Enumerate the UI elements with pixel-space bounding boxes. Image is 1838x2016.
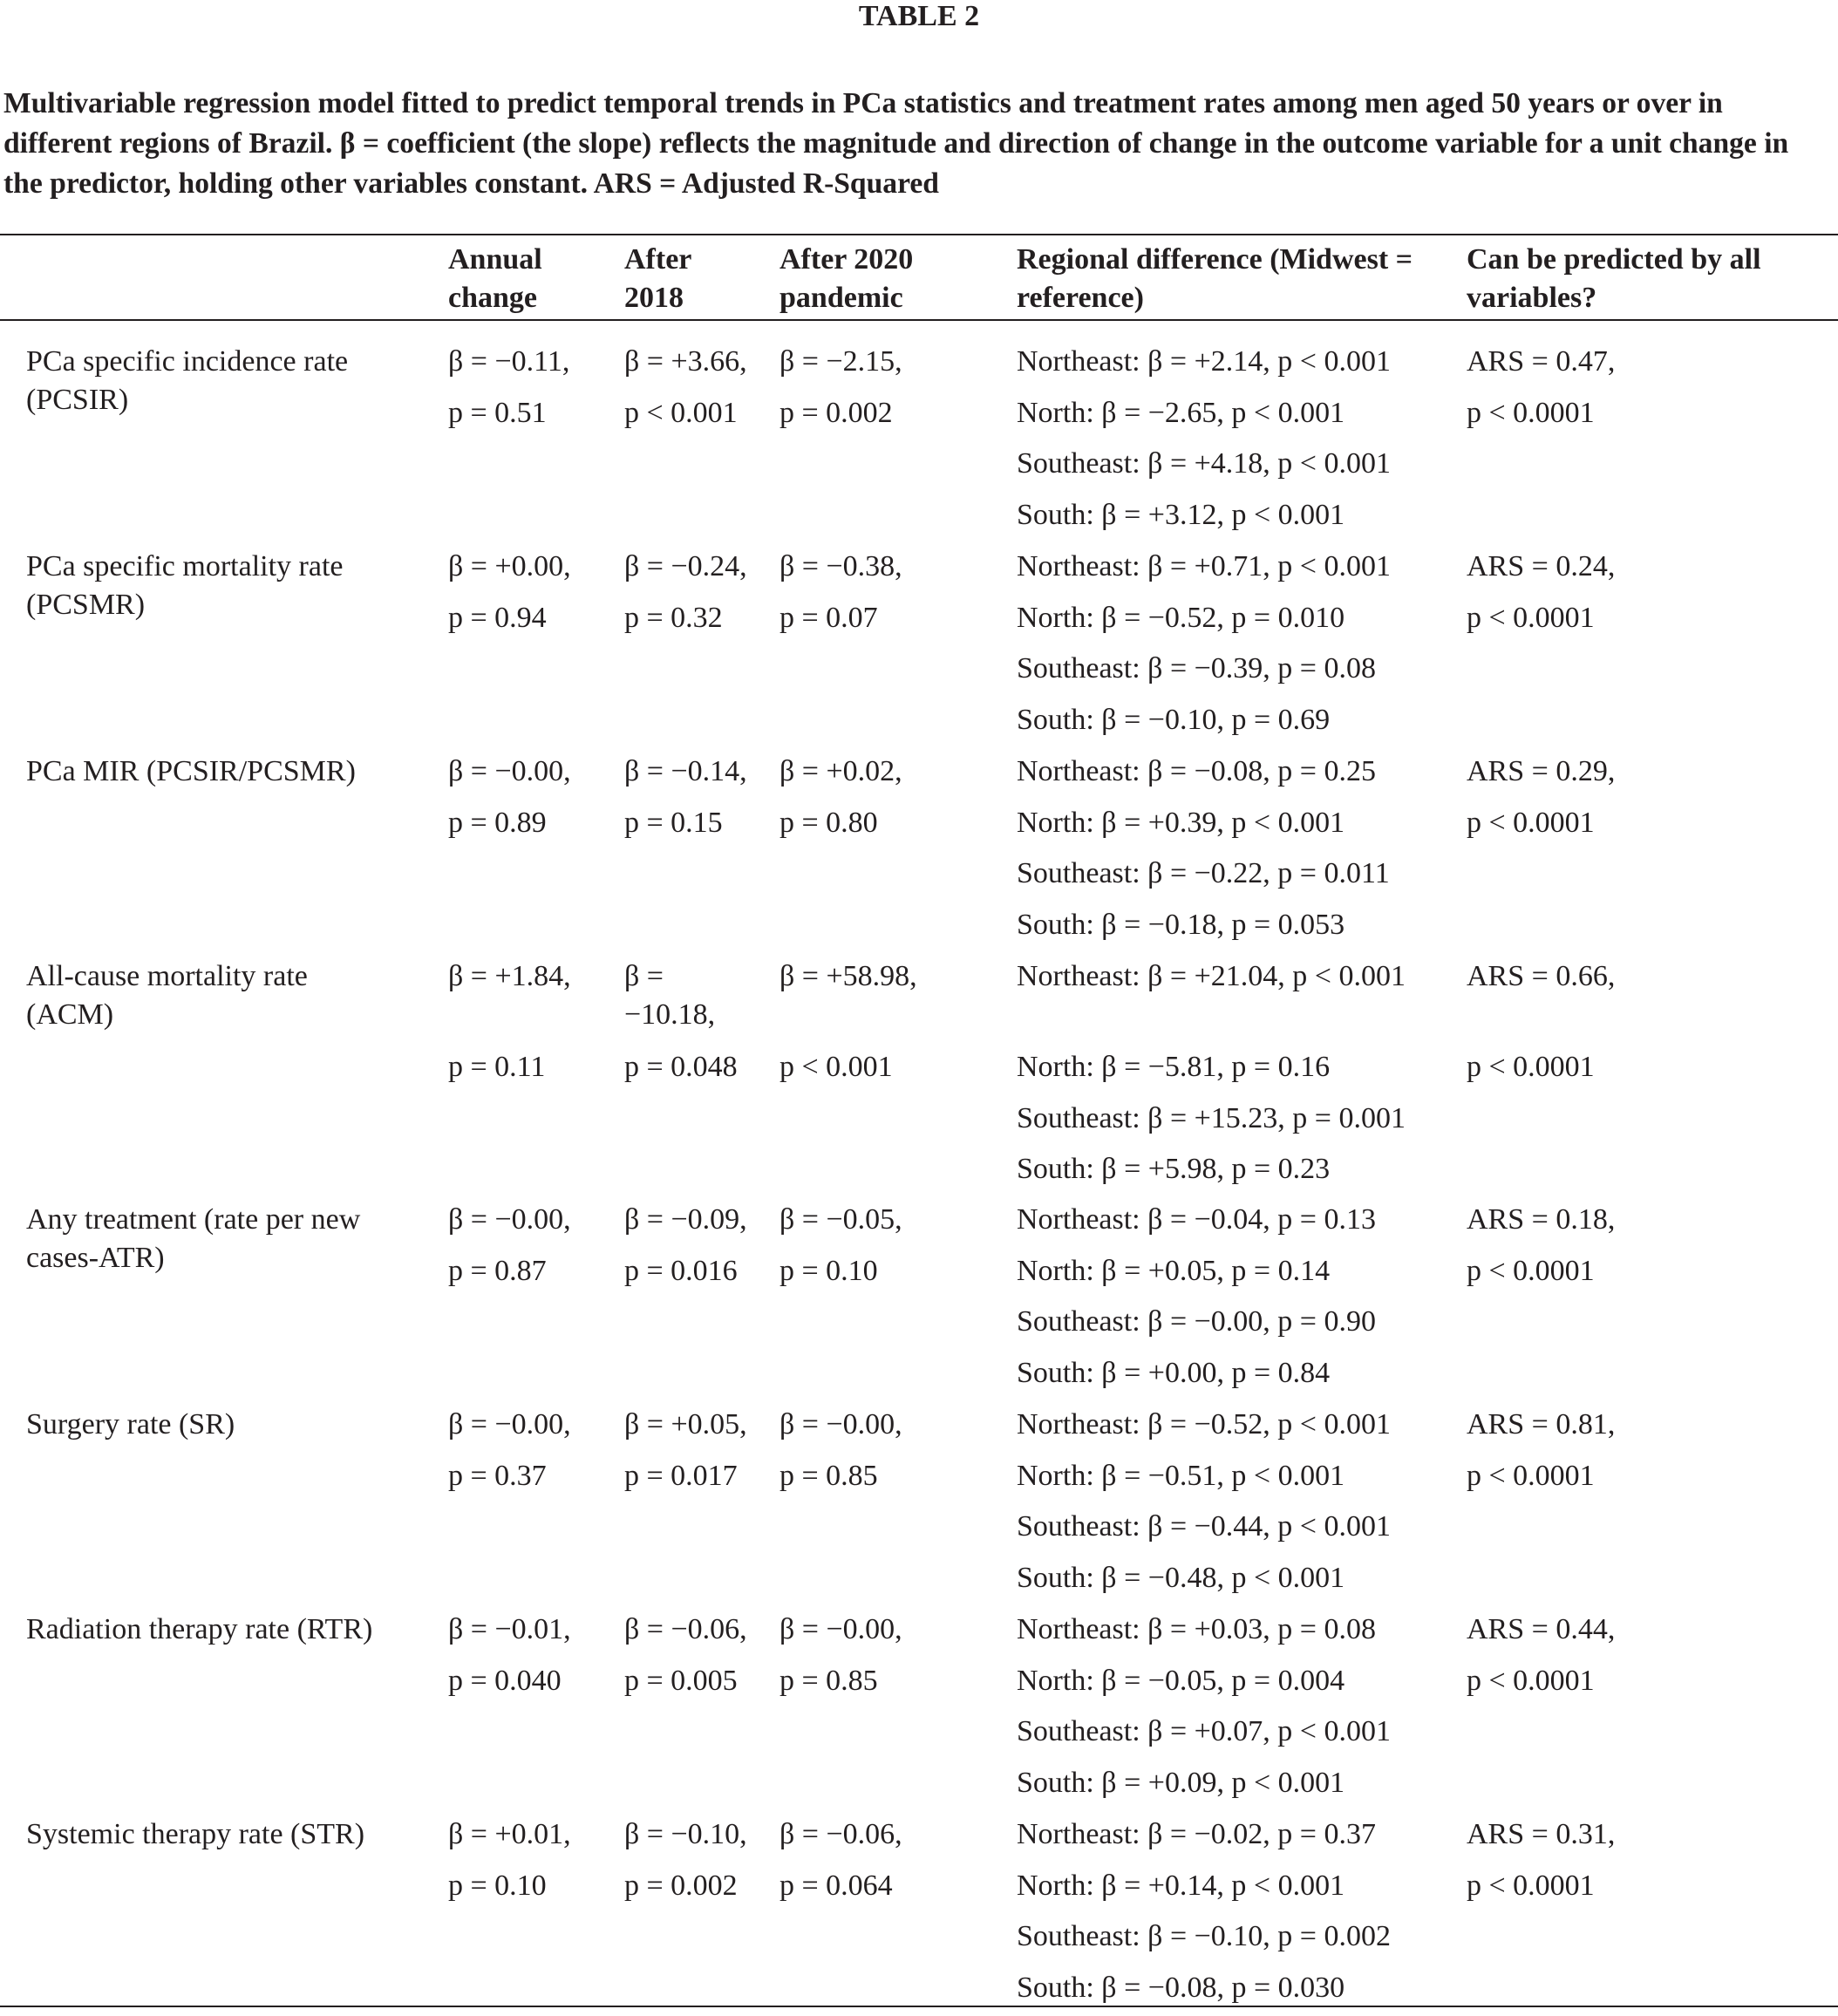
header-annual-change: Annual	[448, 243, 542, 276]
ars-value: p < 0.0001	[1467, 1869, 1595, 1902]
regional-difference-value: Northeast: β = −0.02, p = 0.37	[1017, 1818, 1376, 1850]
regional-difference-value: South: β = +3.12, p < 0.001	[1017, 499, 1345, 532]
header-regional-difference: reference)	[1017, 282, 1144, 314]
regional-difference-value: South: β = −0.10, p = 0.69	[1017, 704, 1331, 737]
row-label: All-cause mortality rate	[26, 960, 308, 992]
after-2018-value: β = −0.10,	[624, 1818, 747, 1850]
regional-difference-value: North: β = −0.05, p = 0.004	[1017, 1664, 1345, 1697]
after-2018-value: p = 0.002	[624, 1869, 738, 1902]
annual-change-value: p = 0.37	[448, 1459, 547, 1492]
ars-value: p < 0.0001	[1467, 806, 1595, 839]
header-annual-change: change	[448, 282, 537, 314]
row-label: Radiation therapy rate (RTR)	[26, 1613, 373, 1645]
annual-change-value: β = +0.00,	[448, 550, 571, 582]
after-2018-value: β = −0.24,	[624, 550, 747, 582]
ars-value: p < 0.0001	[1467, 601, 1595, 634]
regional-difference-value: South: β = −0.18, p = 0.053	[1017, 909, 1345, 942]
after-2020-value: β = −0.06,	[779, 1818, 902, 1850]
after-2018-value: p = 0.32	[624, 601, 723, 634]
after-2018-value: p = 0.15	[624, 806, 723, 839]
regional-difference-value: Southeast: β = −0.22, p = 0.011	[1017, 857, 1390, 890]
regional-difference-value: Northeast: β = +0.71, p < 0.001	[1017, 550, 1391, 582]
regional-difference-value: Southeast: β = −0.44, p < 0.001	[1017, 1510, 1391, 1543]
regional-difference-value: Southeast: β = +4.18, p < 0.001	[1017, 447, 1391, 480]
after-2018-value: p = 0.005	[624, 1664, 738, 1697]
row-label: cases-ATR)	[26, 1242, 165, 1274]
ars-value: ARS = 0.66,	[1467, 960, 1616, 992]
ars-value: p < 0.0001	[1467, 1051, 1595, 1083]
header-after-2018: 2018	[624, 282, 684, 314]
after-2018-value: β = −0.14,	[624, 755, 747, 787]
ars-value: p < 0.0001	[1467, 1664, 1595, 1697]
ars-value: p < 0.0001	[1467, 1254, 1595, 1287]
row-label: Systemic therapy rate (STR)	[26, 1818, 365, 1850]
annual-change-value: β = −0.11,	[448, 345, 570, 378]
header-after-2020: After 2020	[779, 243, 914, 276]
after-2018-value: p = 0.048	[624, 1051, 738, 1083]
row-label: PCa specific mortality rate	[26, 550, 344, 582]
header-regional-difference: Regional difference (Midwest =	[1017, 243, 1413, 276]
regional-difference-value: North: β = +0.05, p = 0.14	[1017, 1254, 1331, 1287]
after-2018-value: β =	[624, 960, 664, 992]
ars-value: p < 0.0001	[1467, 396, 1595, 429]
after-2020-value: p < 0.001	[779, 1051, 893, 1083]
annual-change-value: β = +1.84,	[448, 960, 571, 992]
header-after-2020: pandemic	[779, 282, 903, 314]
row-label: PCa MIR (PCSIR/PCSMR)	[26, 755, 356, 787]
row-label: Surgery rate (SR)	[26, 1408, 235, 1440]
after-2018-value: β = +0.05,	[624, 1408, 747, 1440]
ars-value: ARS = 0.18,	[1467, 1203, 1616, 1236]
annual-change-value: β = +0.01,	[448, 1818, 571, 1850]
ars-value: p < 0.0001	[1467, 1459, 1595, 1492]
table-bottom-rule	[0, 2006, 1838, 2007]
after-2020-value: β = −0.38,	[779, 550, 902, 582]
after-2018-value: β = −0.06,	[624, 1613, 747, 1645]
regional-difference-value: South: β = +0.00, p = 0.84	[1017, 1357, 1331, 1390]
after-2020-value: p = 0.064	[779, 1869, 893, 1902]
after-2020-value: p = 0.85	[779, 1459, 878, 1492]
row-label: PCa specific incidence rate	[26, 345, 349, 378]
header-predicted: Can be predicted by all	[1467, 243, 1761, 276]
regional-difference-value: South: β = +0.09, p < 0.001	[1017, 1767, 1345, 1800]
after-2018-value: p = 0.016	[624, 1254, 738, 1287]
regional-difference-value: North: β = −2.65, p < 0.001	[1017, 396, 1345, 429]
header-after-2018: After	[624, 243, 692, 276]
annual-change-value: p = 0.87	[448, 1254, 547, 1287]
regional-difference-value: South: β = −0.48, p < 0.001	[1017, 1562, 1345, 1595]
header-bottom-rule	[0, 319, 1838, 321]
table-title: TABLE 2	[858, 0, 980, 32]
regional-difference-value: North: β = +0.39, p < 0.001	[1017, 806, 1345, 839]
annual-change-value: β = −0.00,	[448, 755, 571, 787]
after-2020-value: p = 0.85	[779, 1664, 878, 1697]
regional-difference-value: Northeast: β = −0.04, p = 0.13	[1017, 1203, 1376, 1236]
ars-value: ARS = 0.29,	[1467, 755, 1616, 787]
regional-difference-value: Northeast: β = −0.08, p = 0.25	[1017, 755, 1376, 787]
annual-change-value: β = −0.01,	[448, 1613, 571, 1645]
regional-difference-value: Southeast: β = −0.00, p = 0.90	[1017, 1305, 1376, 1338]
regional-difference-value: Northeast: β = +0.03, p = 0.08	[1017, 1613, 1376, 1645]
regional-difference-value: Northeast: β = +21.04, p < 0.001	[1017, 960, 1406, 992]
row-label: (PCSIR)	[26, 384, 129, 416]
ars-value: ARS = 0.44,	[1467, 1613, 1616, 1645]
after-2020-value: β = −0.00,	[779, 1613, 902, 1645]
after-2020-value: p = 0.002	[779, 396, 893, 429]
header-predicted: variables?	[1467, 282, 1597, 314]
regional-difference-value: Southeast: β = −0.10, p = 0.002	[1017, 1920, 1391, 1953]
regional-difference-value: Northeast: β = +2.14, p < 0.001	[1017, 345, 1391, 378]
regional-difference-value: Southeast: β = +0.07, p < 0.001	[1017, 1715, 1391, 1748]
table-top-rule	[0, 234, 1838, 235]
after-2018-value: β = −0.09,	[624, 1203, 747, 1236]
after-2020-value: β = −0.00,	[779, 1408, 902, 1440]
ars-value: ARS = 0.24,	[1467, 550, 1616, 582]
after-2020-value: p = 0.07	[779, 601, 878, 634]
after-2020-value: β = −0.05,	[779, 1203, 902, 1236]
annual-change-value: p = 0.94	[448, 601, 547, 634]
regional-difference-value: South: β = +5.98, p = 0.23	[1017, 1153, 1331, 1186]
ars-value: ARS = 0.81,	[1467, 1408, 1616, 1440]
after-2020-value: β = +0.02,	[779, 755, 902, 787]
after-2020-value: β = −2.15,	[779, 345, 902, 378]
annual-change-value: p = 0.51	[448, 396, 547, 429]
after-2018-value: p < 0.001	[624, 396, 738, 429]
annual-change-value: p = 0.11	[448, 1051, 546, 1083]
regional-difference-value: Northeast: β = −0.52, p < 0.001	[1017, 1408, 1391, 1440]
regional-difference-value: North: β = +0.14, p < 0.001	[1017, 1869, 1345, 1902]
regional-difference-value: South: β = −0.08, p = 0.030	[1017, 1972, 1345, 2005]
regional-difference-value: North: β = −0.51, p < 0.001	[1017, 1459, 1345, 1492]
table-caption: Multivariable regression model fitted to predict temporal trends in PCa statistics and treatment rates among men aged 50 years or over in different regions of Brazil. β = coefficient (the slope) reflects the magnitude and direction of change in the outcome variable for a unit change in the predictor, holding other variables constant. ARS = Adjusted R-Squared	[3, 87, 1789, 200]
after-2018-value: p = 0.017	[624, 1459, 738, 1492]
after-2018-value: β = +3.66,	[624, 345, 747, 378]
row-label: (PCSMR)	[26, 589, 146, 621]
after-2020-value: p = 0.10	[779, 1254, 878, 1287]
after-2020-value: β = +58.98,	[779, 960, 917, 992]
annual-change-value: β = −0.00,	[448, 1408, 571, 1440]
annual-change-value: p = 0.89	[448, 806, 547, 839]
regional-difference-value: North: β = −0.52, p = 0.010	[1017, 601, 1345, 634]
row-label: (ACM)	[26, 998, 114, 1031]
ars-value: ARS = 0.47,	[1467, 345, 1616, 378]
annual-change-value: β = −0.00,	[448, 1203, 571, 1236]
annual-change-value: p = 0.040	[448, 1664, 562, 1697]
regional-difference-value: Southeast: β = +15.23, p = 0.001	[1017, 1101, 1406, 1134]
after-2018-value: −10.18,	[624, 998, 716, 1031]
regional-difference-value: Southeast: β = −0.39, p = 0.08	[1017, 652, 1376, 685]
row-label: Any treatment (rate per new	[26, 1203, 361, 1236]
after-2020-value: p = 0.80	[779, 806, 878, 839]
regional-difference-value: North: β = −5.81, p = 0.16	[1017, 1051, 1331, 1083]
annual-change-value: p = 0.10	[448, 1869, 547, 1902]
ars-value: ARS = 0.31,	[1467, 1818, 1616, 1850]
